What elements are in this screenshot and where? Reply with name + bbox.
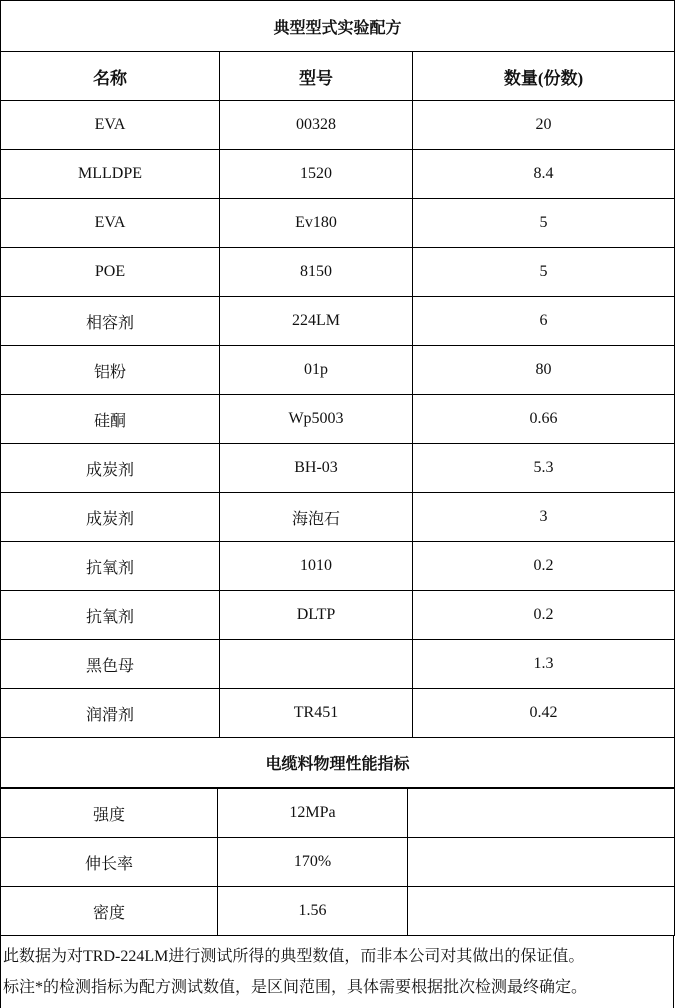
cell-model: Ev180 — [220, 199, 413, 248]
table-row — [1, 346, 675, 395]
cell-name: EVA — [1, 101, 220, 150]
cell-model: 01p — [220, 346, 413, 395]
property-row — [1, 887, 675, 936]
property-name: 密度 — [1, 887, 218, 936]
cell-model: 8150 — [220, 248, 413, 297]
property-row — [1, 789, 675, 838]
cell-model — [220, 640, 413, 689]
properties-title-row — [1, 738, 675, 788]
cell-name: MLLDPE — [1, 150, 220, 199]
cell-amount: 20 — [413, 101, 675, 150]
cell-model: BH-03 — [220, 444, 413, 493]
property-name: 强度 — [1, 789, 218, 838]
header-name: 名称 — [1, 52, 220, 101]
table-row — [1, 493, 675, 542]
cell-amount: 80 — [413, 346, 675, 395]
property-name: 伸长率 — [1, 838, 218, 887]
cell-amount: 6 — [413, 297, 675, 346]
table-row — [1, 150, 675, 199]
cell-amount: 5.3 — [413, 444, 675, 493]
header-row — [1, 52, 675, 101]
property-extra — [408, 887, 675, 936]
cell-amount: 0.2 — [413, 542, 675, 591]
table-row — [1, 689, 675, 738]
cell-model: 1520 — [220, 150, 413, 199]
cell-model: 224LM — [220, 297, 413, 346]
cell-amount: 8.4 — [413, 150, 675, 199]
note-line: 此数据为对TRD-224LM进行测试所得的典型数值，而非本公司对其做出的保证值。 — [3, 948, 585, 965]
header-model: 型号 — [220, 52, 413, 101]
properties-table — [0, 788, 675, 936]
cell-model: DLTP — [220, 591, 413, 640]
cell-name: 铝粉 — [1, 346, 220, 395]
cell-amount: 5 — [413, 248, 675, 297]
cell-model: 1010 — [220, 542, 413, 591]
table-row — [1, 444, 675, 493]
disclaimer-note — [0, 935, 674, 1008]
property-row — [1, 838, 675, 887]
property-value: 170% — [218, 838, 408, 887]
table-row — [1, 542, 675, 591]
cell-model: Wp5003 — [220, 395, 413, 444]
table-row — [1, 395, 675, 444]
cell-name: 抗氧剂 — [1, 542, 220, 591]
cell-amount: 3 — [413, 493, 675, 542]
property-extra — [408, 838, 675, 887]
table-row — [1, 297, 675, 346]
cell-model: TR451 — [220, 689, 413, 738]
table-row — [1, 199, 675, 248]
header-amount: 数量(份数) — [413, 52, 675, 101]
table-title: 典型型式实验配方 — [1, 1, 675, 52]
cell-amount: 0.2 — [413, 591, 675, 640]
cell-name: 成炭剂 — [1, 444, 220, 493]
cell-name: 相容剂 — [1, 297, 220, 346]
cell-name: EVA — [1, 199, 220, 248]
cell-amount: 0.66 — [413, 395, 675, 444]
cell-name: 黑色母 — [1, 640, 220, 689]
cell-amount: 5 — [413, 199, 675, 248]
cell-name: 成炭剂 — [1, 493, 220, 542]
properties-title: 电缆料物理性能指标 — [1, 738, 675, 788]
cell-amount: 0.42 — [413, 689, 675, 738]
property-extra — [408, 789, 675, 838]
cell-name: 抗氧剂 — [1, 591, 220, 640]
table-row — [1, 591, 675, 640]
cell-model: 海泡石 — [220, 493, 413, 542]
cell-model: 00328 — [220, 101, 413, 150]
cell-name: 润滑剂 — [1, 689, 220, 738]
property-value: 1.56 — [218, 887, 408, 936]
cell-name: POE — [1, 248, 220, 297]
cell-amount: 1.3 — [413, 640, 675, 689]
table-row — [1, 101, 675, 150]
note-line: 标注*的检测指标为配方测试数值，是区间范围，具体需要根据批次检测最终确定。 — [3, 979, 588, 996]
title-row — [1, 1, 675, 52]
property-value: 12MPa — [218, 789, 408, 838]
table-row — [1, 248, 675, 297]
table-row — [1, 640, 675, 689]
cell-name: 硅酮 — [1, 395, 220, 444]
